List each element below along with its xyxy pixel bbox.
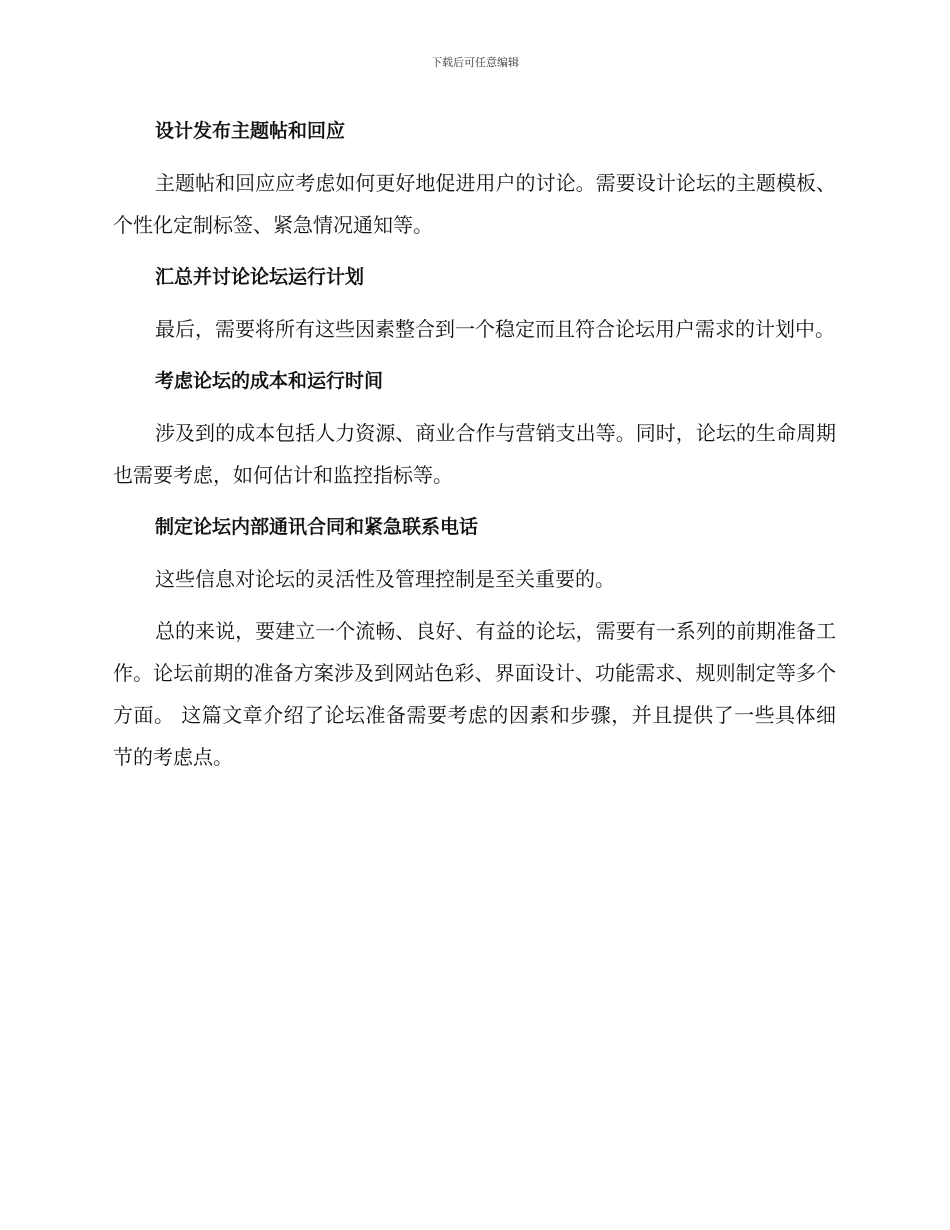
paragraph-contracts-contacts: 这些信息对论坛的灵活性及管理控制是至关重要的。 [155,567,615,591]
paragraph-cost-time: 涉及到的成本包括人力资源、商业合作与营销支出等。同时，论坛的生命周期也需要考虑，如何估计和监控指标等。 [113,421,836,487]
section-heading-run-plan: 汇总并讨论论坛运行计划 [155,266,365,288]
paragraph-conclusion: 总的来说，要建立一个流畅、良好、有益的论坛，需要有一系列的前期准备工作。论坛前期的准备方案涉及到网站色彩、界面设计、功能需求、规则制定等多个方面。 这篇文章介绍了论坛准备需要考虑的因素和步骤，并且提供了一些具体细节的考虑点。 [113,619,836,769]
paragraph-publish-topics: 主题帖和回应应考虑如何更好地促进用户的讨论。需要设计论坛的主题模板、个性化定制标签、紧急情况通知等。 [113,171,836,237]
document-body [113,110,836,788]
section-heading-contracts-contacts: 制定论坛内部通讯合同和紧急联系电话 [155,516,479,538]
paragraph-run-plan: 最后，需要将所有这些因素整合到一个稳定而且符合论坛用户需求的计划中。 [155,317,835,341]
section-heading-cost-time: 考虑论坛的成本和运行时间 [155,370,384,392]
section-heading-publish-topics: 设计发布主题帖和回应 [155,120,346,142]
page-header: 下载后可任意编辑 [431,56,519,69]
